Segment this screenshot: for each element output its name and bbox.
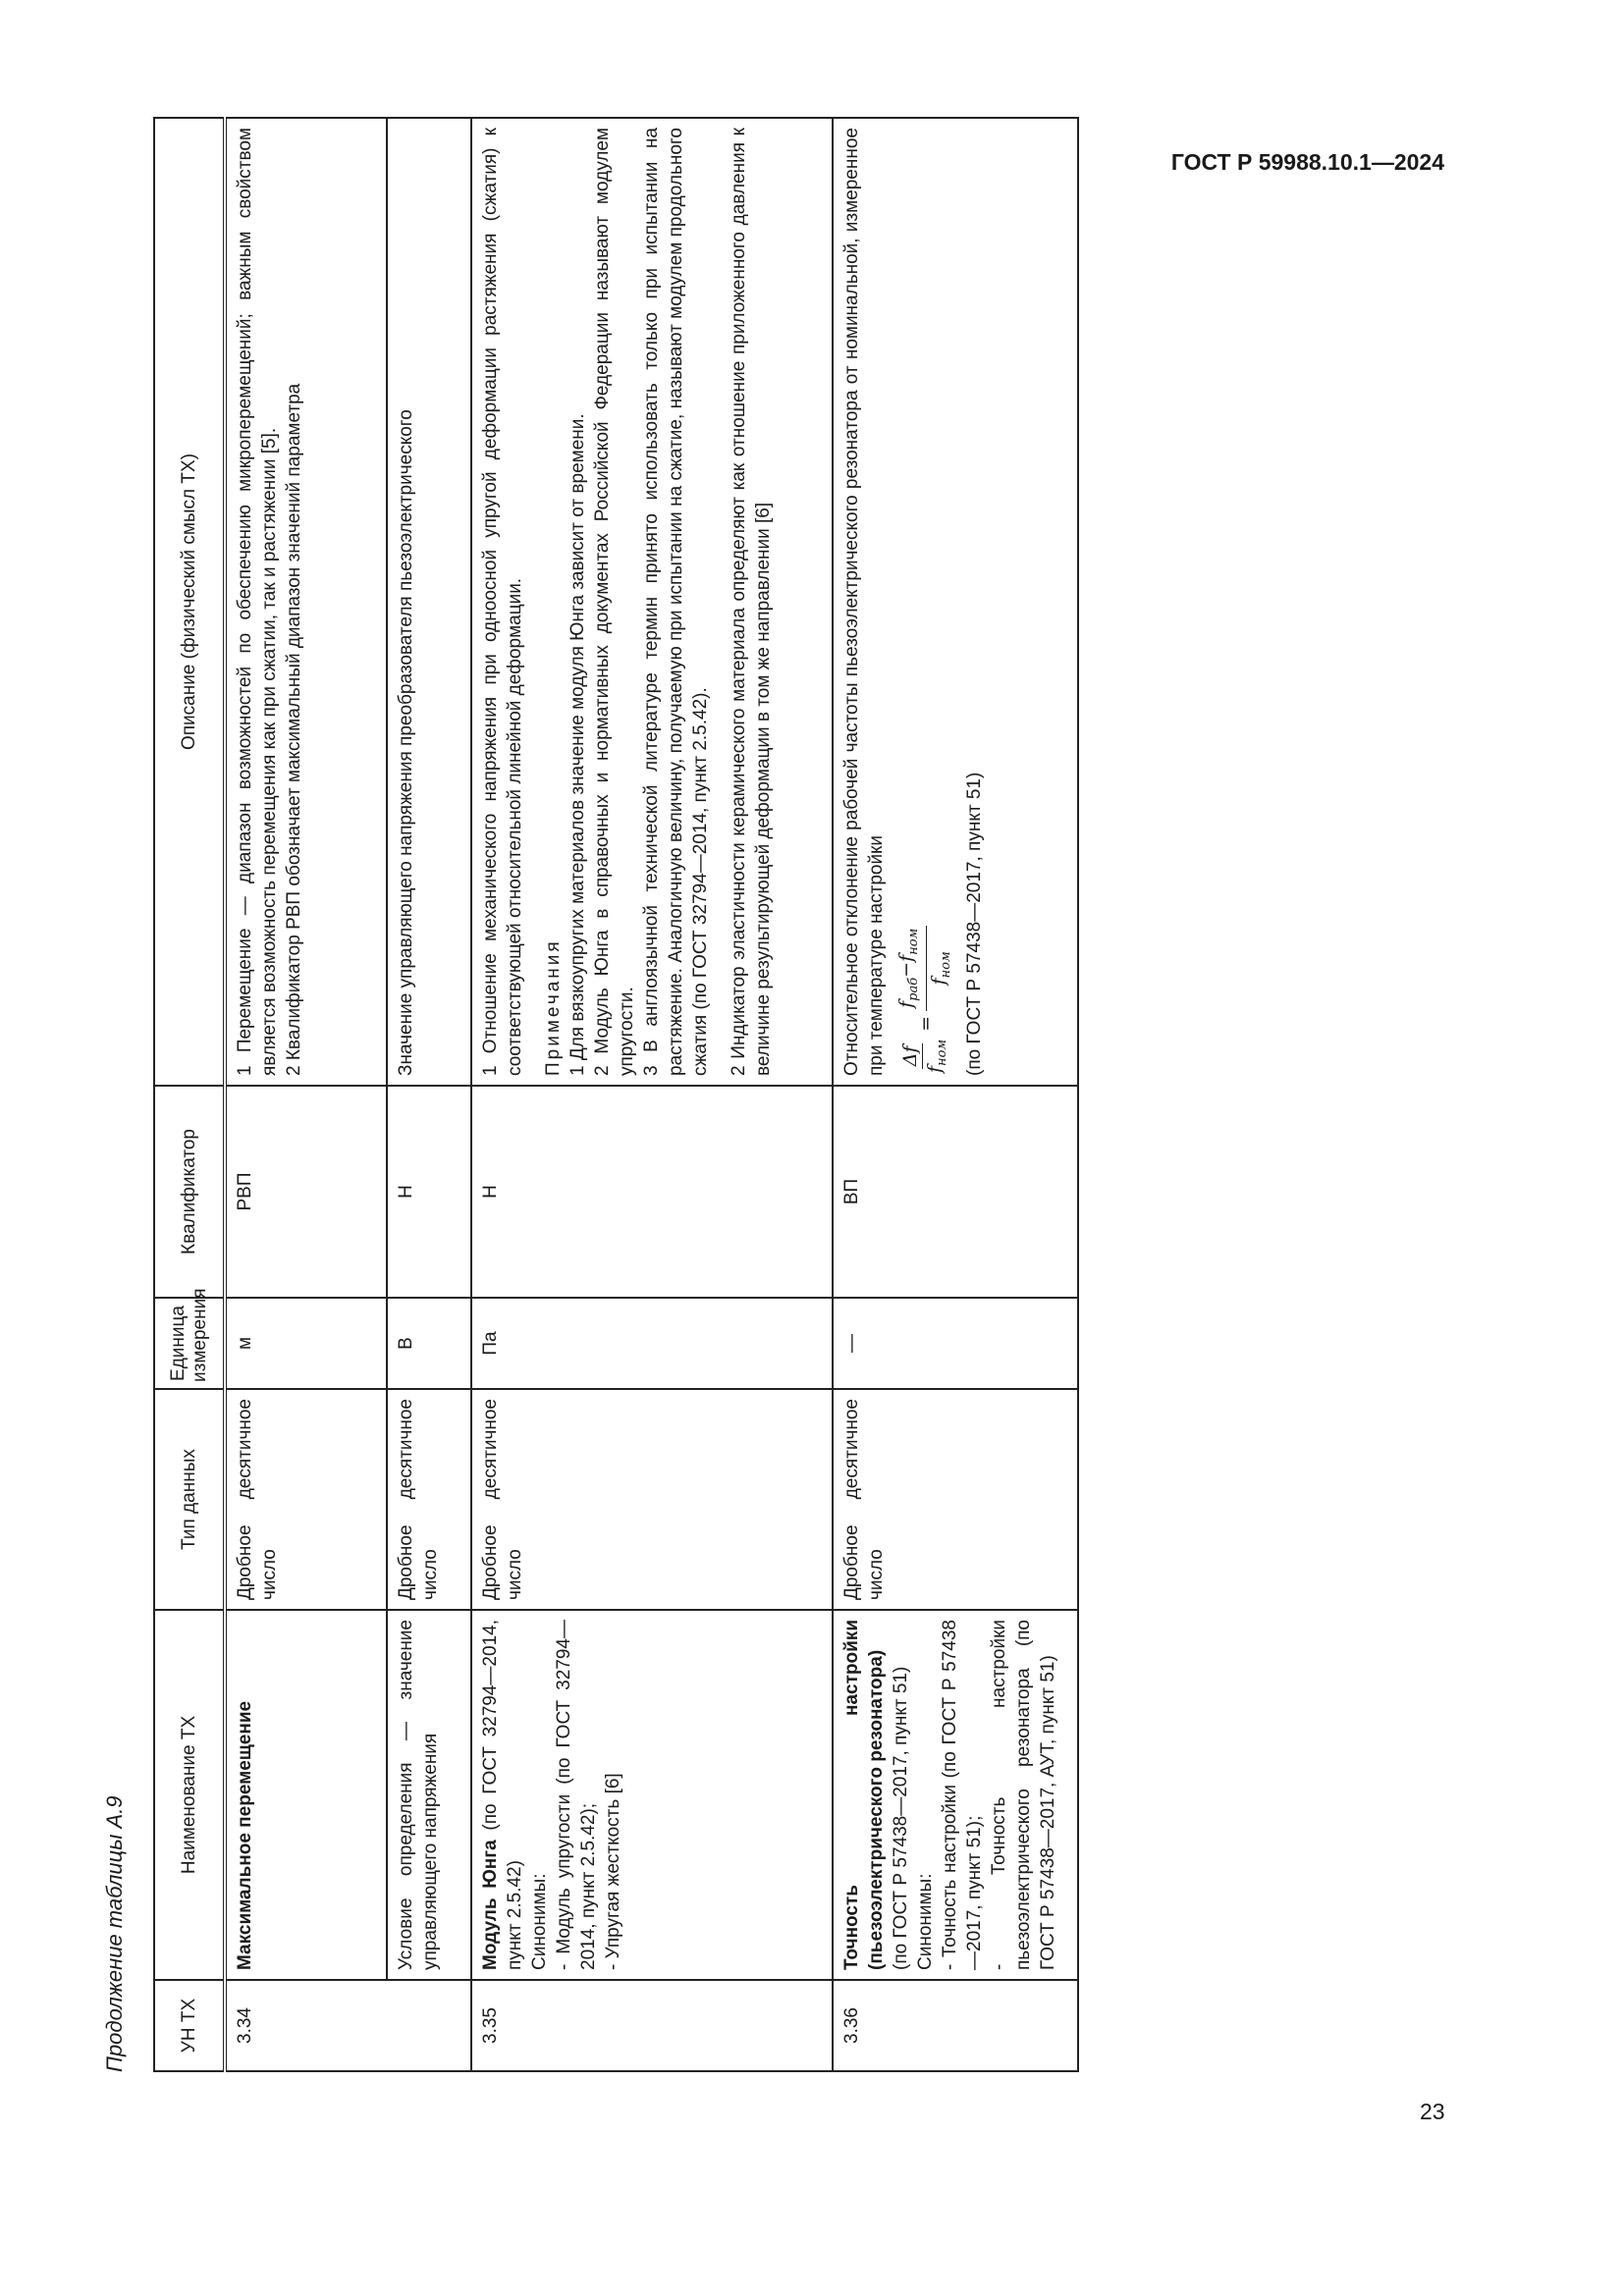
rotated-table-page — [102, 119, 1408, 2072]
formula-lhs-den-sub: ном — [934, 1039, 949, 1066]
description-item: 1 Отношение механического напряжения при одноосной упругой деформации растяжения (сжатия) к соответствующей относительной линейной деформации. — [480, 128, 525, 1076]
table-row — [225, 118, 387, 2071]
row-description — [471, 118, 833, 1086]
table-row — [833, 118, 1078, 2071]
row-type: Дробное десятичное число — [225, 1389, 387, 1610]
row-type: Дробное десятичное число — [471, 1389, 833, 1610]
formula-rhs-num-b-sub: ном — [905, 928, 921, 955]
row-id: 3.34 — [225, 1980, 471, 2071]
document-code: ГОСТ Р 59988.10.1—2024 — [1170, 149, 1444, 175]
description-item: Относительное отклонение рабочей частоты пьезоэлектрического резонатора от номинальной, измеренное при температуре настройки — [841, 128, 887, 1076]
row-description — [833, 118, 1078, 1086]
row-unit: м — [225, 1298, 387, 1389]
table-caption: Продолжение таблицы А.9 — [102, 1795, 127, 2072]
description-item: 2 Квалификатор РВП обозначает максимальный диапазон значений параметра — [284, 383, 304, 1076]
formula-lhs-fraction — [898, 1037, 954, 1076]
synonyms-label: Синонимы: — [529, 1873, 550, 1970]
col-header-id: УН ТХ — [154, 1980, 225, 2071]
description-item: 2 Индикатор эластичности керамического материала определяют как отношение приложенного давления к величине результирующей деформации в том же направлении [6] — [729, 128, 774, 1076]
notes-label: Примечания — [543, 938, 564, 1076]
row-name — [833, 1610, 1078, 1980]
row-unit: Па — [471, 1298, 833, 1389]
synonym-item: - Модуль упругости (по ГОСТ 32794—2014, пункт 2.5.42); — [554, 1620, 599, 1970]
row-qualifier: ВП — [833, 1086, 1078, 1298]
col-header-name: Наименование ТХ — [154, 1610, 225, 1980]
synonyms-label: Синонимы: — [915, 1873, 936, 1970]
synonym-item: - Точность настройки (по ГОСТ Р 57438—2017, пункт 51); — [940, 1620, 985, 1970]
formula-rhs-num-a: f — [895, 1000, 917, 1008]
row-type: Дробное десятичное число — [387, 1389, 471, 1610]
formula-rhs-den: f — [927, 978, 949, 986]
row-description — [225, 118, 387, 1086]
row-qualifier: Н — [387, 1086, 471, 1298]
col-header-description: Описание (физический смысл ТХ) — [154, 118, 225, 1086]
table-subrow — [387, 118, 471, 2071]
formula-equals: = — [914, 1015, 937, 1032]
formula-lhs-num: Δf — [898, 1045, 921, 1067]
formula-rhs-num-a-sub: раб — [905, 977, 921, 1001]
note-item: 3 В англоязычной технической литературе термин принято использовать только при испытании на растяжение. Аналогичную величину, получаемую при испытании на сжатие, называют модулем продольного сжатия (по ГОСТ 32794—2014, пункт 2.5.42). — [641, 128, 711, 1076]
row-id: 3.36 — [833, 1980, 1078, 2071]
row-description: Значение управляющего напряжения преобразователя пьезоэлектрического — [387, 118, 471, 1086]
note-item: 2 Модуль Юнга в справочных и нормативных документах Российской Федерации называют модулем упругости. — [592, 128, 637, 1076]
row-name-ref: (по ГОСТ 32794—2014, пункт 2.5.42) — [480, 1620, 525, 1970]
characteristics-table — [153, 117, 1079, 2072]
row-qualifier: Н — [471, 1086, 833, 1298]
formula-rhs-num-b: f — [895, 954, 917, 962]
table-row — [471, 118, 833, 2071]
note-item: 1 Для вязкоупругих материалов значение модуля Юнга зависит от времени. — [568, 413, 588, 1076]
row-name — [225, 1610, 387, 1980]
formula-lhs-den: f — [923, 1065, 946, 1073]
row-type: Дробное десятичное число — [833, 1389, 1078, 1610]
col-header-qualifier: Квалификатор — [154, 1086, 225, 1298]
description-item: 1 Перемещение — диапазон возможностей по обеспечению микроперемещений; важным свойством является возможность перемещения как при сжатии, так и растяжении [5]. — [235, 128, 280, 1076]
row-name-title: Модуль Юнга — [480, 1840, 501, 1970]
tuning-accuracy-formula — [894, 128, 958, 1076]
synonym-item: - Точность настройки пьезоэлектрического резонатора (по ГОСТ Р 57438—2017, АУТ, пункт 51) — [989, 1620, 1058, 1970]
row-id: 3.35 — [471, 1980, 833, 2071]
row-name: Условие определения — значение управляющего напряжения — [387, 1610, 471, 1980]
synonym-item: - Упругая жесткость [6] — [603, 1773, 623, 1970]
table-header-row — [154, 118, 225, 2071]
page-number: 23 — [1420, 2099, 1445, 2124]
description-reference: (по ГОСТ Р 57438—2017, пункт 51) — [963, 772, 985, 1076]
row-name-title: Точность настройки (пьезоэлектрического резонатора) — [841, 1620, 887, 1970]
col-header-unit: Единица измерения — [154, 1298, 225, 1389]
formula-rhs-minus: − — [895, 961, 917, 978]
row-name — [471, 1610, 833, 1980]
formula-rhs-den-sub: ном — [938, 951, 953, 979]
row-unit: — — [833, 1298, 1078, 1389]
row-name-title: Максимальное перемещение — [235, 1700, 255, 1970]
row-unit: В — [387, 1298, 471, 1389]
row-name-ref: (по ГОСТ Р 57438—2017, пункт 51) — [891, 1666, 911, 1970]
col-header-type: Тип данных — [154, 1389, 225, 1610]
row-qualifier: РВП — [225, 1086, 387, 1298]
formula-rhs-fraction — [894, 926, 958, 1011]
